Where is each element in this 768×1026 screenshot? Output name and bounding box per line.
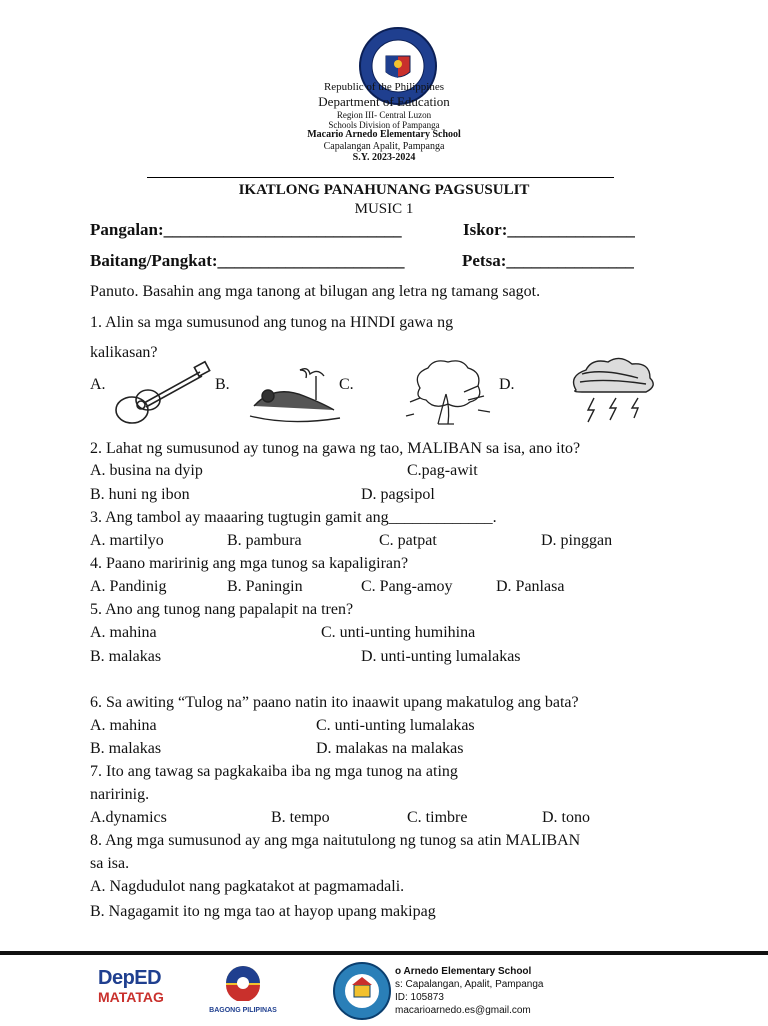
q2-option-c[interactable]: C.pag-awit bbox=[407, 462, 478, 479]
bagong-pilipinas-logo bbox=[200, 963, 286, 1013]
republic-line: Republic of the Philippines bbox=[323, 81, 445, 93]
q4-option-c[interactable]: C. Pang-amoy bbox=[361, 578, 453, 595]
question-4: 4. Paano maririnig ang mga tunog sa kapaligiran? bbox=[90, 555, 409, 572]
q8-option-b[interactable]: B. Nagagamit ito ng mga tao at hayop upang makipag bbox=[90, 903, 436, 920]
q6-option-c[interactable]: C. unti-unting lumalakas bbox=[316, 717, 475, 734]
question-5: 5. Ano ang tunog nang papalapit na tren? bbox=[90, 601, 354, 618]
q1-option-d[interactable]: D. bbox=[499, 376, 515, 393]
header-divider bbox=[147, 177, 614, 178]
question-7-line-1: 7. Ito ang tawag sa pagkakaiba iba ng mga tunog na ating bbox=[90, 763, 458, 780]
q4-option-b[interactable]: B. Paningin bbox=[227, 578, 303, 595]
grade-section-field[interactable]: Baitang/Pangkat:______________________ bbox=[90, 251, 405, 270]
q5-option-b[interactable]: B. malakas bbox=[90, 648, 162, 665]
question-8-line-2: sa isa. bbox=[90, 855, 130, 872]
footer-email[interactable]: macarioarnedo.es@gmail.com bbox=[395, 1005, 531, 1016]
windy-tree-icon bbox=[402, 358, 498, 430]
q1-option-b[interactable]: B. bbox=[215, 376, 230, 393]
question-3: 3. Ang tambol ay maaaring tugtugin gamit ang_____________. bbox=[90, 509, 497, 526]
question-2: 2. Lahat ng sumusunod ay tunog na gawa ng tao, MALIBAN sa isa, ano ito? bbox=[90, 440, 581, 457]
q7-option-d[interactable]: D. tono bbox=[542, 809, 590, 826]
region-line: Region III- Central Luzon bbox=[336, 110, 432, 120]
footer-id: ID: 105873 bbox=[395, 992, 444, 1003]
q2-option-d[interactable]: D. pagsipol bbox=[361, 486, 435, 503]
q8-option-a[interactable]: A. Nagdudulot nang pagkatakot at pagmamadali. bbox=[90, 878, 405, 895]
name-field[interactable]: Pangalan:____________________________ bbox=[90, 220, 402, 239]
school-year: S.Y. 2023-2024 bbox=[352, 152, 416, 163]
q1-option-a[interactable]: A. bbox=[90, 376, 106, 393]
school-address: Capalangan Apalit, Pampanga bbox=[323, 141, 445, 152]
storm-cloud-icon bbox=[566, 356, 662, 426]
deped-logo-text: DepED bbox=[98, 967, 162, 989]
q3-option-a[interactable]: A. martilyo bbox=[90, 532, 164, 549]
exam-title: IKATLONG PANAHUNANG PAGSUSULIT bbox=[238, 182, 530, 198]
question-1-line-1: 1. Alin sa mga sumusunod ang tunog na HINDI gawa ng bbox=[90, 314, 454, 331]
question-7-line-2: naririnig. bbox=[90, 786, 150, 803]
q3-option-c[interactable]: C. patpat bbox=[379, 532, 437, 549]
q6-option-b[interactable]: B. malakas bbox=[90, 740, 162, 757]
matatag-logo-text: MATATAG bbox=[98, 989, 164, 1005]
footer-school: o Arnedo Elementary School bbox=[395, 966, 532, 977]
q4-option-d[interactable]: D. Panlasa bbox=[496, 578, 565, 595]
q7-option-c[interactable]: C. timbre bbox=[407, 809, 468, 826]
q3-option-d[interactable]: D. pinggan bbox=[541, 532, 613, 549]
question-1-line-2: kalikasan? bbox=[90, 344, 158, 361]
q4-option-a[interactable]: A. Pandinig bbox=[90, 578, 167, 595]
score-field[interactable]: Iskor:_______________ bbox=[463, 220, 635, 239]
bagong-pilipinas-text: BAGONG PILIPINAS bbox=[209, 1007, 277, 1014]
date-field[interactable]: Petsa:_______________ bbox=[462, 251, 634, 270]
q2-option-b[interactable]: B. huni ng ibon bbox=[90, 486, 190, 503]
q3-option-b[interactable]: B. pambura bbox=[227, 532, 302, 549]
q5-option-d[interactable]: D. unti-unting lumalakas bbox=[361, 648, 521, 665]
footer-address: s: Capalangan, Apalit, Pampanga bbox=[395, 979, 544, 990]
guitar-icon bbox=[108, 360, 212, 430]
deped-matatag-logo bbox=[98, 967, 188, 1007]
q7-option-a[interactable]: A.dynamics bbox=[90, 809, 167, 826]
exam-subject: MUSIC 1 bbox=[354, 201, 414, 217]
q5-option-a[interactable]: A. mahina bbox=[90, 624, 157, 641]
sleeping-person-icon bbox=[246, 366, 346, 426]
department-line: Department of Education bbox=[318, 94, 450, 109]
q1-option-c[interactable]: C. bbox=[339, 376, 354, 393]
q6-option-a[interactable]: A. mahina bbox=[90, 717, 157, 734]
school-seal bbox=[332, 961, 392, 1021]
q5-option-c[interactable]: C. unti-unting humihina bbox=[321, 624, 476, 641]
q7-option-b[interactable]: B. tempo bbox=[271, 809, 330, 826]
question-6: 6. Sa awiting “Tulog na” paano natin ito inaawit upang makatulog ang bata? bbox=[90, 694, 579, 711]
q6-option-d[interactable]: D. malakas na malakas bbox=[316, 740, 464, 757]
school-name: Macario Arnedo Elementary School bbox=[307, 129, 461, 140]
q2-option-a[interactable]: A. busina na dyip bbox=[90, 462, 203, 479]
footer-divider bbox=[0, 951, 768, 955]
question-8-line-1: 8. Ang mga sumusunod ay ang mga naitutulong ng tunog sa atin MALIBAN bbox=[90, 832, 581, 849]
division-line: Schools Division of Pampanga bbox=[328, 120, 440, 130]
instructions: Panuto. Basahin ang mga tanong at bilugan ang letra ng tamang sagot. bbox=[90, 283, 541, 300]
